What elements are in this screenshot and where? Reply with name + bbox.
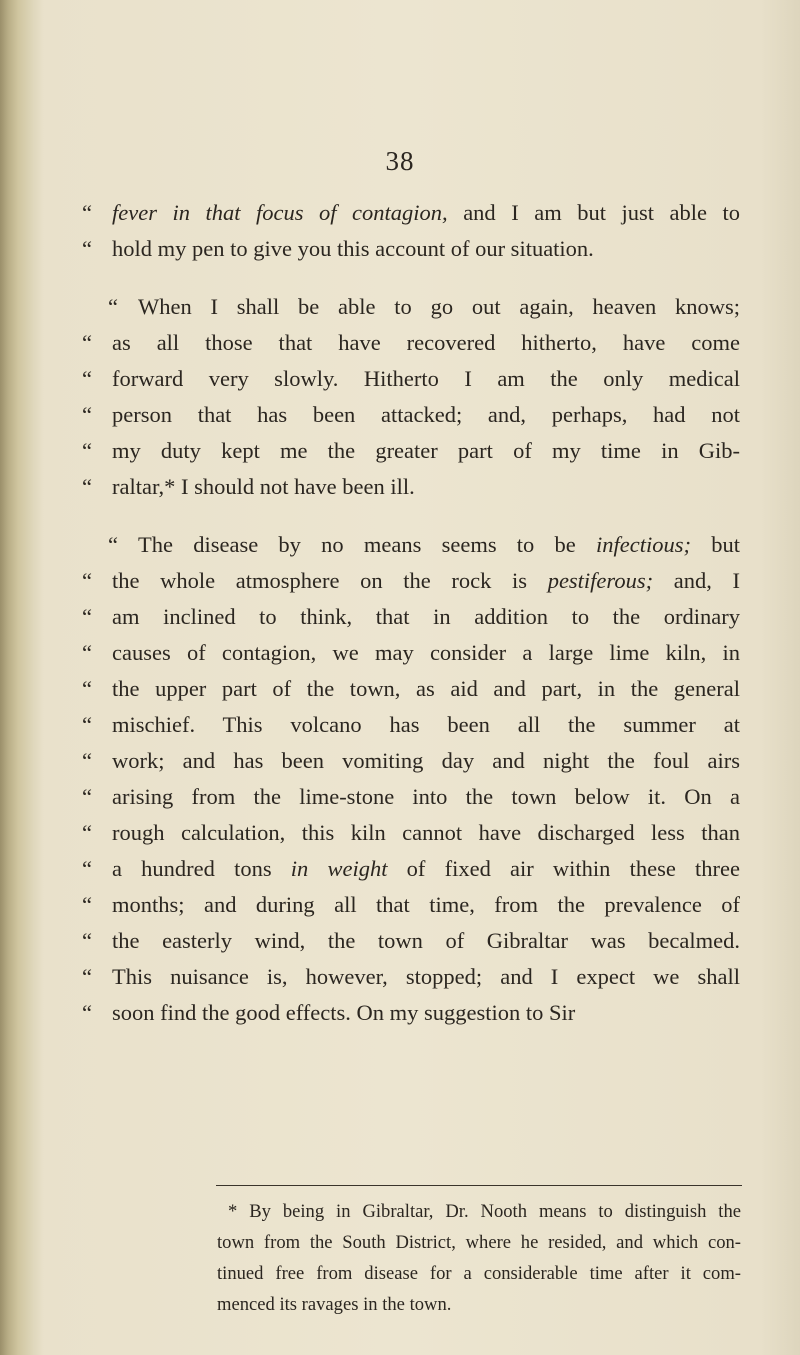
footnote-rule xyxy=(216,1185,742,1186)
text-line xyxy=(84,469,740,505)
text-line xyxy=(84,671,740,707)
text-line xyxy=(84,325,740,361)
text-line xyxy=(84,851,740,887)
line-text: The disease by no means seems to be infectious; but xyxy=(138,532,740,557)
quote-mark: “ xyxy=(82,856,92,881)
line-text: causes of contagion, we may consider a large lime kiln, in xyxy=(112,640,740,665)
line-text: When I shall be able to go out again, heaven knows; xyxy=(138,294,740,319)
quote-mark: “ xyxy=(82,964,92,989)
text-line xyxy=(84,635,740,671)
text-line xyxy=(84,361,740,397)
paragraph-gap xyxy=(84,267,740,289)
quote-mark: “ xyxy=(82,604,92,629)
quote-mark: “ xyxy=(82,712,92,737)
quote-mark: “ xyxy=(82,928,92,953)
footnote-line: menced its ravages in the town. xyxy=(217,1294,452,1315)
line-text: rough calculation, this kiln cannot have discharged less than xyxy=(112,820,740,845)
text-line xyxy=(84,289,740,325)
line-text: fever in that focus of contagion, and I am but just able to xyxy=(112,200,740,225)
quote-mark: “ xyxy=(82,892,92,917)
text-line xyxy=(84,779,740,815)
text-line xyxy=(84,743,740,779)
text-line xyxy=(84,231,740,267)
line-text: am inclined to think, that in addition to the ordinary xyxy=(112,604,740,629)
text-line xyxy=(84,995,740,1031)
quote-mark: “ xyxy=(108,532,118,557)
quote-mark: “ xyxy=(82,474,92,499)
quote-mark: “ xyxy=(82,402,92,427)
line-text: work; and has been vomiting day and night the foul airs xyxy=(112,748,740,773)
quote-mark: “ xyxy=(108,294,118,319)
quote-mark: “ xyxy=(82,676,92,701)
page-binding-shadow xyxy=(0,0,44,1355)
quote-mark: “ xyxy=(82,236,92,261)
text-line xyxy=(84,707,740,743)
text-line xyxy=(84,527,740,563)
line-text: the easterly wind, the town of Gibraltar was becalmed. xyxy=(112,928,740,953)
text-line xyxy=(84,599,740,635)
text-line xyxy=(84,397,740,433)
text-line xyxy=(84,923,740,959)
quote-mark: “ xyxy=(82,200,92,225)
line-text: forward very slowly. Hitherto I am the only medical xyxy=(112,366,740,391)
quote-mark: “ xyxy=(82,640,92,665)
quote-mark: “ xyxy=(82,748,92,773)
quote-mark: “ xyxy=(82,438,92,463)
page-number: 38 xyxy=(385,146,415,176)
line-text: my duty kept me the greater part of my time in Gib- xyxy=(112,438,740,463)
text-line xyxy=(84,195,740,231)
line-text: This nuisance is, however, stopped; and I expect we shall xyxy=(112,964,740,989)
quote-mark: “ xyxy=(82,366,92,391)
line-text: hold my pen to give you this account of our situation. xyxy=(112,236,594,261)
body-text xyxy=(84,195,740,1031)
line-text: raltar,* I should not have been ill. xyxy=(112,474,415,499)
text-line xyxy=(84,959,740,995)
quote-mark: “ xyxy=(82,330,92,355)
line-text: arising from the lime-stone into the town below it. On a xyxy=(112,784,740,809)
line-text: soon find the good effects. On my suggestion to Sir xyxy=(112,1000,576,1025)
quote-mark: “ xyxy=(82,820,92,845)
line-text: a hundred tons in weight of fixed air within these three xyxy=(112,856,740,881)
footnote-line: town from the South District, where he resided, and which con- xyxy=(217,1232,741,1253)
line-text: mischief. This volcano has been all the summer at xyxy=(112,712,740,737)
line-text: months; and during all that time, from the prevalence of xyxy=(112,892,740,917)
quote-mark: “ xyxy=(82,1000,92,1025)
text-line xyxy=(84,563,740,599)
footnote xyxy=(217,1196,741,1320)
line-text: person that has been attacked; and, perhaps, had not xyxy=(112,402,740,427)
line-text: as all those that have recovered hitherto, have come xyxy=(112,330,740,355)
text-line xyxy=(84,815,740,851)
line-text: the upper part of the town, as aid and part, in the general xyxy=(112,676,740,701)
footnote-line: * By being in Gibraltar, Dr. Nooth means to distinguish the xyxy=(228,1201,741,1222)
quote-mark: “ xyxy=(82,784,92,809)
quote-mark: “ xyxy=(82,568,92,593)
text-line xyxy=(84,887,740,923)
text-line xyxy=(84,433,740,469)
line-text: the whole atmosphere on the rock is pestiferous; and, I xyxy=(112,568,740,593)
paragraph-gap xyxy=(84,505,740,527)
footnote-line: tinued free from disease for a considerable time after it com- xyxy=(217,1263,741,1284)
